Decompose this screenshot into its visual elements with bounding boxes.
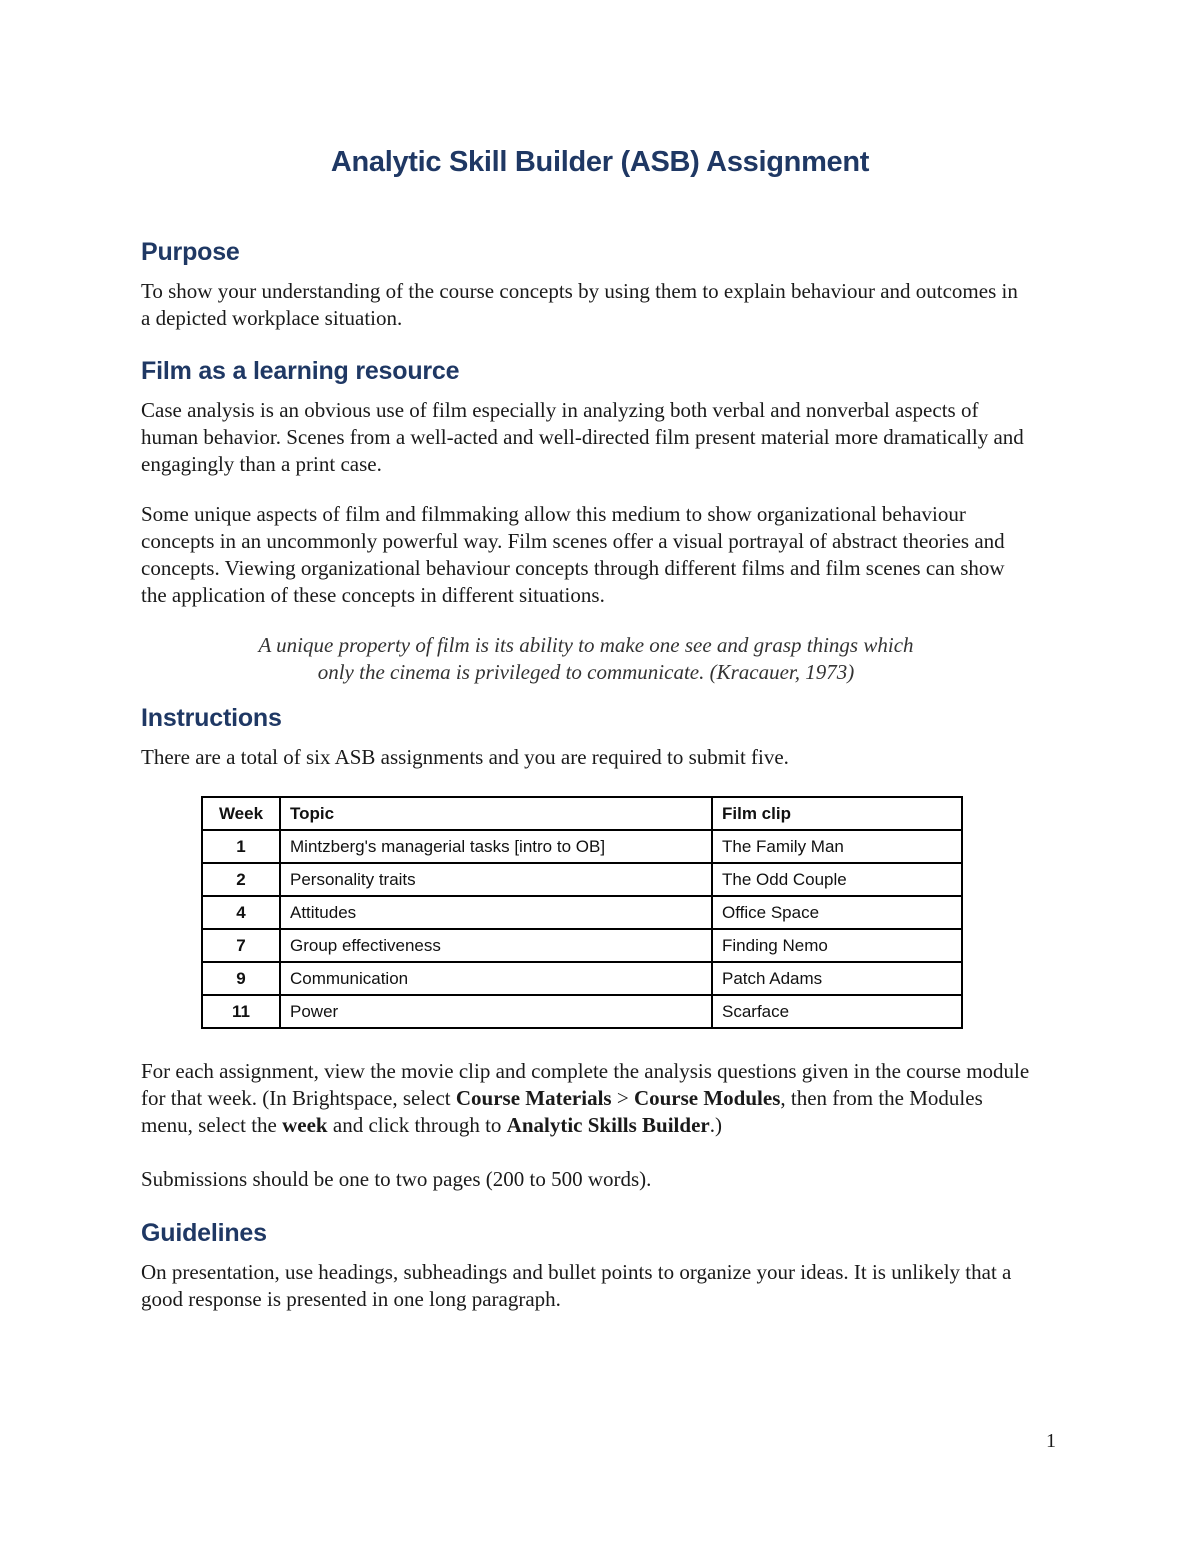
table-row xyxy=(202,962,962,995)
film-cell: The Family Man xyxy=(712,830,962,863)
film-cell: The Odd Couple xyxy=(712,863,962,896)
table-row xyxy=(202,929,962,962)
topic-cell: Communication xyxy=(280,962,712,995)
table-row xyxy=(202,830,962,863)
quote-line-1: A unique property of film is its ability to make one see and grasp things which xyxy=(258,633,914,657)
table-row xyxy=(202,995,962,1028)
foreach-text-2: > xyxy=(611,1086,634,1110)
topic-cell: Mintzberg's managerial tasks [intro to OB] xyxy=(280,830,712,863)
topic-cell: Power xyxy=(280,995,712,1028)
film-heading: Film as a learning resource xyxy=(141,357,460,385)
course-modules-label: Course Modules xyxy=(633,1086,781,1110)
instructions-heading: Instructions xyxy=(141,704,282,732)
kracauer-quote xyxy=(141,632,1031,686)
document-title: Analytic Skill Builder (ASB) Assignment xyxy=(330,146,870,178)
header-film-clip: Film clip xyxy=(712,797,962,830)
assignment-table xyxy=(201,796,963,1029)
guidelines-text: On presentation, use headings, subheadings and bullet points to organize your ideas. It is unlikely that a good response is presented in one long paragraph. xyxy=(141,1260,1012,1311)
film-cell: Scarface xyxy=(712,995,962,1028)
foreach-text-1: For each assignment, view the movie clip and complete the analysis questions given in the course module for that week. (In Brightspace, select xyxy=(141,1059,1030,1110)
table-header-row xyxy=(202,797,962,830)
foreach-text-3: , then from the Modules menu, select the xyxy=(141,1086,983,1137)
week-cell: 4 xyxy=(202,896,280,929)
week-cell: 2 xyxy=(202,863,280,896)
foreach-text-4: and click through to xyxy=(327,1113,507,1137)
week-label: week xyxy=(282,1113,328,1137)
submission-length-text: Submissions should be one to two pages (200 to 500 words). xyxy=(141,1167,652,1191)
guidelines-heading: Guidelines xyxy=(141,1219,267,1247)
purpose-text: To show your understanding of the course concepts by using them to explain behaviour and outcomes in a depicted workplace situation. xyxy=(141,279,1018,330)
film-cell: Finding Nemo xyxy=(712,929,962,962)
topic-cell: Personality traits xyxy=(280,863,712,896)
topic-cell: Group effectiveness xyxy=(280,929,712,962)
instructions-intro: There are a total of six ASB assignments and you are required to submit five. xyxy=(141,745,789,769)
table-row xyxy=(202,863,962,896)
page-number: 1 xyxy=(1046,1430,1056,1452)
assignment-instructions xyxy=(141,1058,1031,1139)
purpose-heading: Purpose xyxy=(141,238,240,266)
foreach-text-5: .) xyxy=(709,1113,722,1137)
week-cell: 1 xyxy=(202,830,280,863)
table-row xyxy=(202,896,962,929)
topic-cell: Attitudes xyxy=(280,896,712,929)
film-paragraph-2: Some unique aspects of film and filmmaking allow this medium to show organizational behaviour concepts in an uncommonly powerful way. Film scenes offer a visual portrayal of abstract theories and concepts. Viewing organizational behaviour concepts through different films and film scenes can show the application of these concepts in different situations. xyxy=(141,502,1005,607)
week-cell: 11 xyxy=(202,995,280,1028)
header-week: Week xyxy=(202,797,280,830)
film-paragraph-1: Case analysis is an obvious use of film especially in analyzing both verbal and nonverbal aspects of human behavior. Scenes from a well-acted and well-directed film present material more dramatically and engagingly than a print case. xyxy=(141,398,1024,476)
quote-line-2: only the cinema is privileged to communicate. (Kracauer, 1973) xyxy=(317,660,855,684)
analytic-skills-builder-label: Analytic Skills Builder xyxy=(506,1113,710,1137)
film-cell: Patch Adams xyxy=(712,962,962,995)
film-cell: Office Space xyxy=(712,896,962,929)
week-cell: 7 xyxy=(202,929,280,962)
document-body xyxy=(141,234,1031,1313)
course-materials-label: Course Materials xyxy=(455,1086,612,1110)
header-topic: Topic xyxy=(280,797,712,830)
week-cell: 9 xyxy=(202,962,280,995)
